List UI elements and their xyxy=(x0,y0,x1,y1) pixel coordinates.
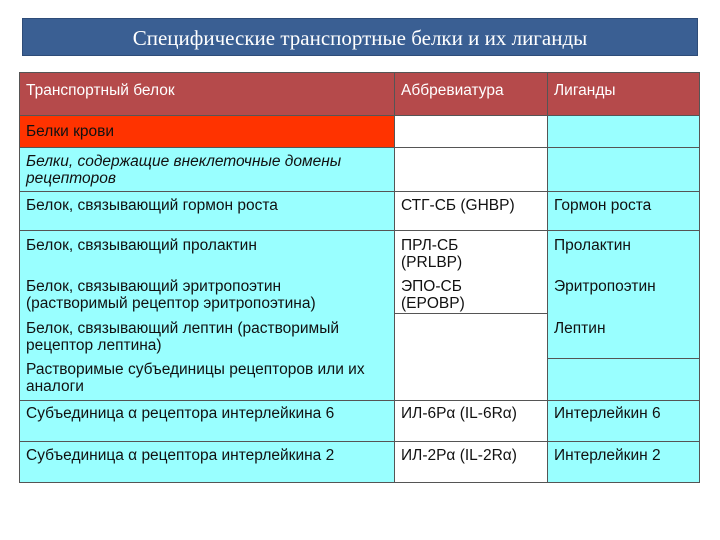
section-blood-proteins: Белки крови xyxy=(19,115,395,148)
table-row-abbr: СТГ-СБ (GHBP) xyxy=(394,191,548,231)
abbr-group-block xyxy=(394,230,548,314)
table-row-ligand: Эритропоэтин xyxy=(554,278,656,295)
table-row-ligand: Интерлейкин 6 xyxy=(547,400,700,442)
section-blood-ligand-empty xyxy=(547,115,700,148)
section-receptor-abbr-empty xyxy=(394,147,548,192)
abbr-empty-cell xyxy=(394,313,548,401)
section-blood-abbr-empty xyxy=(394,115,548,148)
section-receptor-domains: Белки, содержащие внеклеточные домены рецепторов xyxy=(19,147,395,192)
table-row-protein: Белок, связывающий эритропоэтин (растворимый рецептор эритропоэтина) xyxy=(26,278,316,312)
table-row-ligand: Пролактин xyxy=(554,237,631,254)
slide-title: Специфические транспортные белки и их лиганды xyxy=(132,26,588,50)
table-row-ligand: Лептин xyxy=(554,320,606,337)
header-protein: Транспортный белок xyxy=(19,72,395,116)
table-row-protein: Субъединица α рецептора интерлейкина 6 xyxy=(19,400,395,442)
ligand-group-block xyxy=(547,230,700,359)
header-ligands: Лиганды xyxy=(547,72,700,116)
table-row-abbr: ПРЛ-СБ (PRLBP) xyxy=(401,237,463,271)
section-receptor-ligand-empty xyxy=(547,147,700,192)
header-abbreviation: Аббревиатура xyxy=(394,72,548,116)
table-row-protein: Субъединица α рецептора интерлейкина 2 xyxy=(19,441,395,483)
table-row-protein: Белок, связывающий лептин (растворимый рецептор лептина) xyxy=(26,320,339,354)
title-bar xyxy=(22,18,698,56)
table-row-protein: Растворимые субъединицы рецепторов или их аналоги xyxy=(26,361,365,395)
table-row-ligand: Гормон роста xyxy=(547,191,700,231)
table-row-protein: Белок, связывающий пролактин xyxy=(26,237,257,254)
table-row-protein: Белок, связывающий гормон роста xyxy=(19,191,395,231)
table-row-abbr: ЭПО-СБ (EPOBP) xyxy=(401,278,465,312)
table-row-abbr: ИЛ-2Рα (IL-2Rα) xyxy=(394,441,548,483)
ligands-table xyxy=(19,72,700,483)
table-row-abbr: ИЛ-6Рα (IL-6Rα) xyxy=(394,400,548,442)
protein-group-block xyxy=(19,230,395,401)
ligand-empty-cell xyxy=(547,358,700,401)
table-row-ligand: Интерлейкин 2 xyxy=(547,441,700,483)
